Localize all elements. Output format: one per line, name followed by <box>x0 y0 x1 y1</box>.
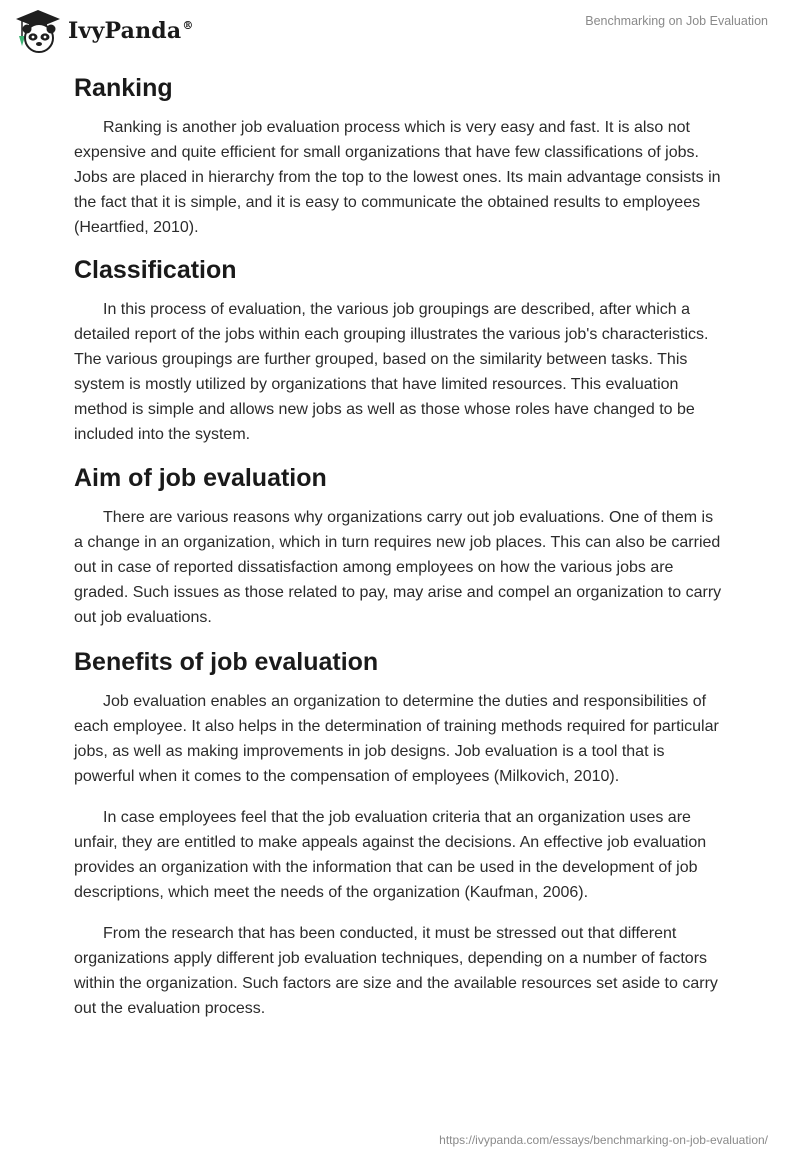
brand-logo[interactable] <box>14 6 194 56</box>
section-heading: Benefits of job evaluation <box>74 648 379 676</box>
essay-content <box>74 72 726 1037</box>
paragraph: Job evaluation enables an organization to determine the duties and responsibilities of each employee. It also helps in the determination of training methods required for particular jobs, as well as making improvements in job designs. Job evaluation is a tool that is powerful when it comes to the compensation of employees (Milkovich, 2010). <box>74 693 719 785</box>
document-title: Benchmarking on Job Evaluation <box>585 14 768 28</box>
paragraph: Ranking is another job evaluation process which is very easy and fast. It is also not expensive and quite efficient for small organizations that have few classifications of jobs. Jobs are placed in hierarchy from the top to the lowest ones. Its main advantage consists in the fact that it is simple, and it is easy to communicate the obtained results to employees (Heartfied, 2010). <box>74 119 721 236</box>
section-benefits-of-job-evaluation <box>74 646 726 1021</box>
paragraph: In this process of evaluation, the various job groupings are described, after which a detailed report of the jobs within each grouping illustrates the various job's characteristics. The various groupings are further grouped, based on the similarity between tasks. This system is mostly utilized by organizations that have limited resources. This evaluation method is simple and allows new jobs as well as those whose roles have changed to be included into the system. <box>74 301 709 443</box>
panda-graduate-logo-icon <box>14 8 62 54</box>
section-ranking <box>74 72 726 240</box>
section-classification <box>74 254 726 447</box>
section-aim-of-job-evaluation <box>74 462 726 630</box>
section-heading: Classification <box>74 256 237 284</box>
source-url[interactable]: https://ivypanda.com/essays/benchmarking-on-job-evaluation/ <box>439 1133 768 1147</box>
paragraph: From the research that has been conducted, it must be stressed out that different organizations apply different job evaluation techniques, depending on a number of factors within the organization. Such factors are size and the available resources set aside to carry out the evaluation process. <box>74 925 718 1017</box>
section-heading: Ranking <box>74 74 173 102</box>
section-heading: Aim of job evaluation <box>74 464 327 492</box>
page-header <box>0 0 800 60</box>
paragraph: There are various reasons why organizations carry out job evaluations. One of them is a change in an organization, which in turn requires new job places. This can also be carried out in case of reported dissatisfaction among employees on how the various jobs are graded. Such issues as those related to pay, may arise and compel an organization to carry out job evaluations. <box>74 509 722 626</box>
brand-name: IvyPanda® <box>68 18 194 44</box>
paragraph: In case employees feel that the job evaluation criteria that an organization uses are unfair, they are entitled to make appeals against the decisions. An effective job evaluation provides an organization with the information that can be used in the development of job descriptions, which meet the needs of the organization (Kaufman, 2006). <box>74 809 707 901</box>
